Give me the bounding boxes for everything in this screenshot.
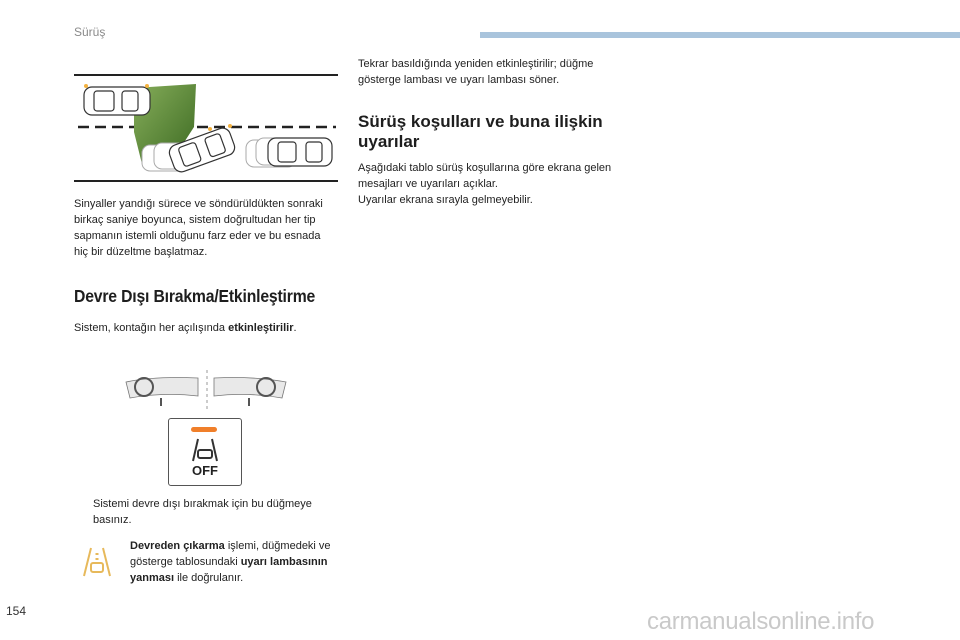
section-heading-conditions: Sürüş koşulları ve buna ilişkin uyarılar [358, 112, 603, 151]
note-bold-1: Devreden çıkarma [130, 540, 225, 552]
section-header: Sürüş [74, 25, 106, 39]
lane-warning-icon [80, 545, 114, 579]
note-text-1: işlemi, düğmedeki ve gösterge tablosundaki [130, 540, 331, 568]
dashboard-illustration [124, 368, 288, 412]
conditions-intro: Aşağıdaki tablo sürüş koşullarına göre ekrana gelen mesajları ve uyarıları açıklar. [358, 162, 612, 190]
button-indicator-lamp [191, 427, 217, 432]
note-text-2: ile doğrulanır. [174, 572, 244, 584]
section-heading-deactivate: Devre Dışı Bırakma/Etkinleştirme [74, 286, 316, 306]
button-off-label: OFF [192, 463, 218, 478]
system-text-pre: Sistem, kontağın her açılışında [74, 322, 229, 334]
lane-car-icon [189, 437, 221, 463]
lane-departure-illustration [74, 72, 338, 184]
lane-keeping-button[interactable] [168, 418, 242, 486]
page-number: 154 [6, 604, 27, 618]
bullet-instruction: Sistemi devre dışı bırakmak için bu düğmeye basınız. [93, 498, 312, 526]
signal-paragraph: Sinyaller yandığı sürece ve söndürüldükten sonraki birkaç saniye boyunca, sistem doğrultudan her tip sapmanın istemli olduğunu farz eder ve bu esnada hiç bir düzeltme başlatmaz. [74, 198, 323, 258]
system-text-bold: etkinleştirilir [228, 322, 294, 334]
watermark: carmanualsonline.info [647, 608, 875, 635]
reactivate-paragraph: Tekrar basıldığında yeniden etkinleştirilir; düğme gösterge lambası ve uyarı lambası söner. [358, 58, 594, 86]
system-activation-text [74, 320, 344, 336]
note-bold-2: uyarı lambasının yanması [130, 556, 328, 584]
deactivation-note [130, 538, 340, 586]
conditions-note: Uyarılar ekrana sırayla gelmeyebilir. [358, 194, 533, 206]
system-text-post: . [293, 322, 297, 334]
header-bar [480, 32, 960, 38]
